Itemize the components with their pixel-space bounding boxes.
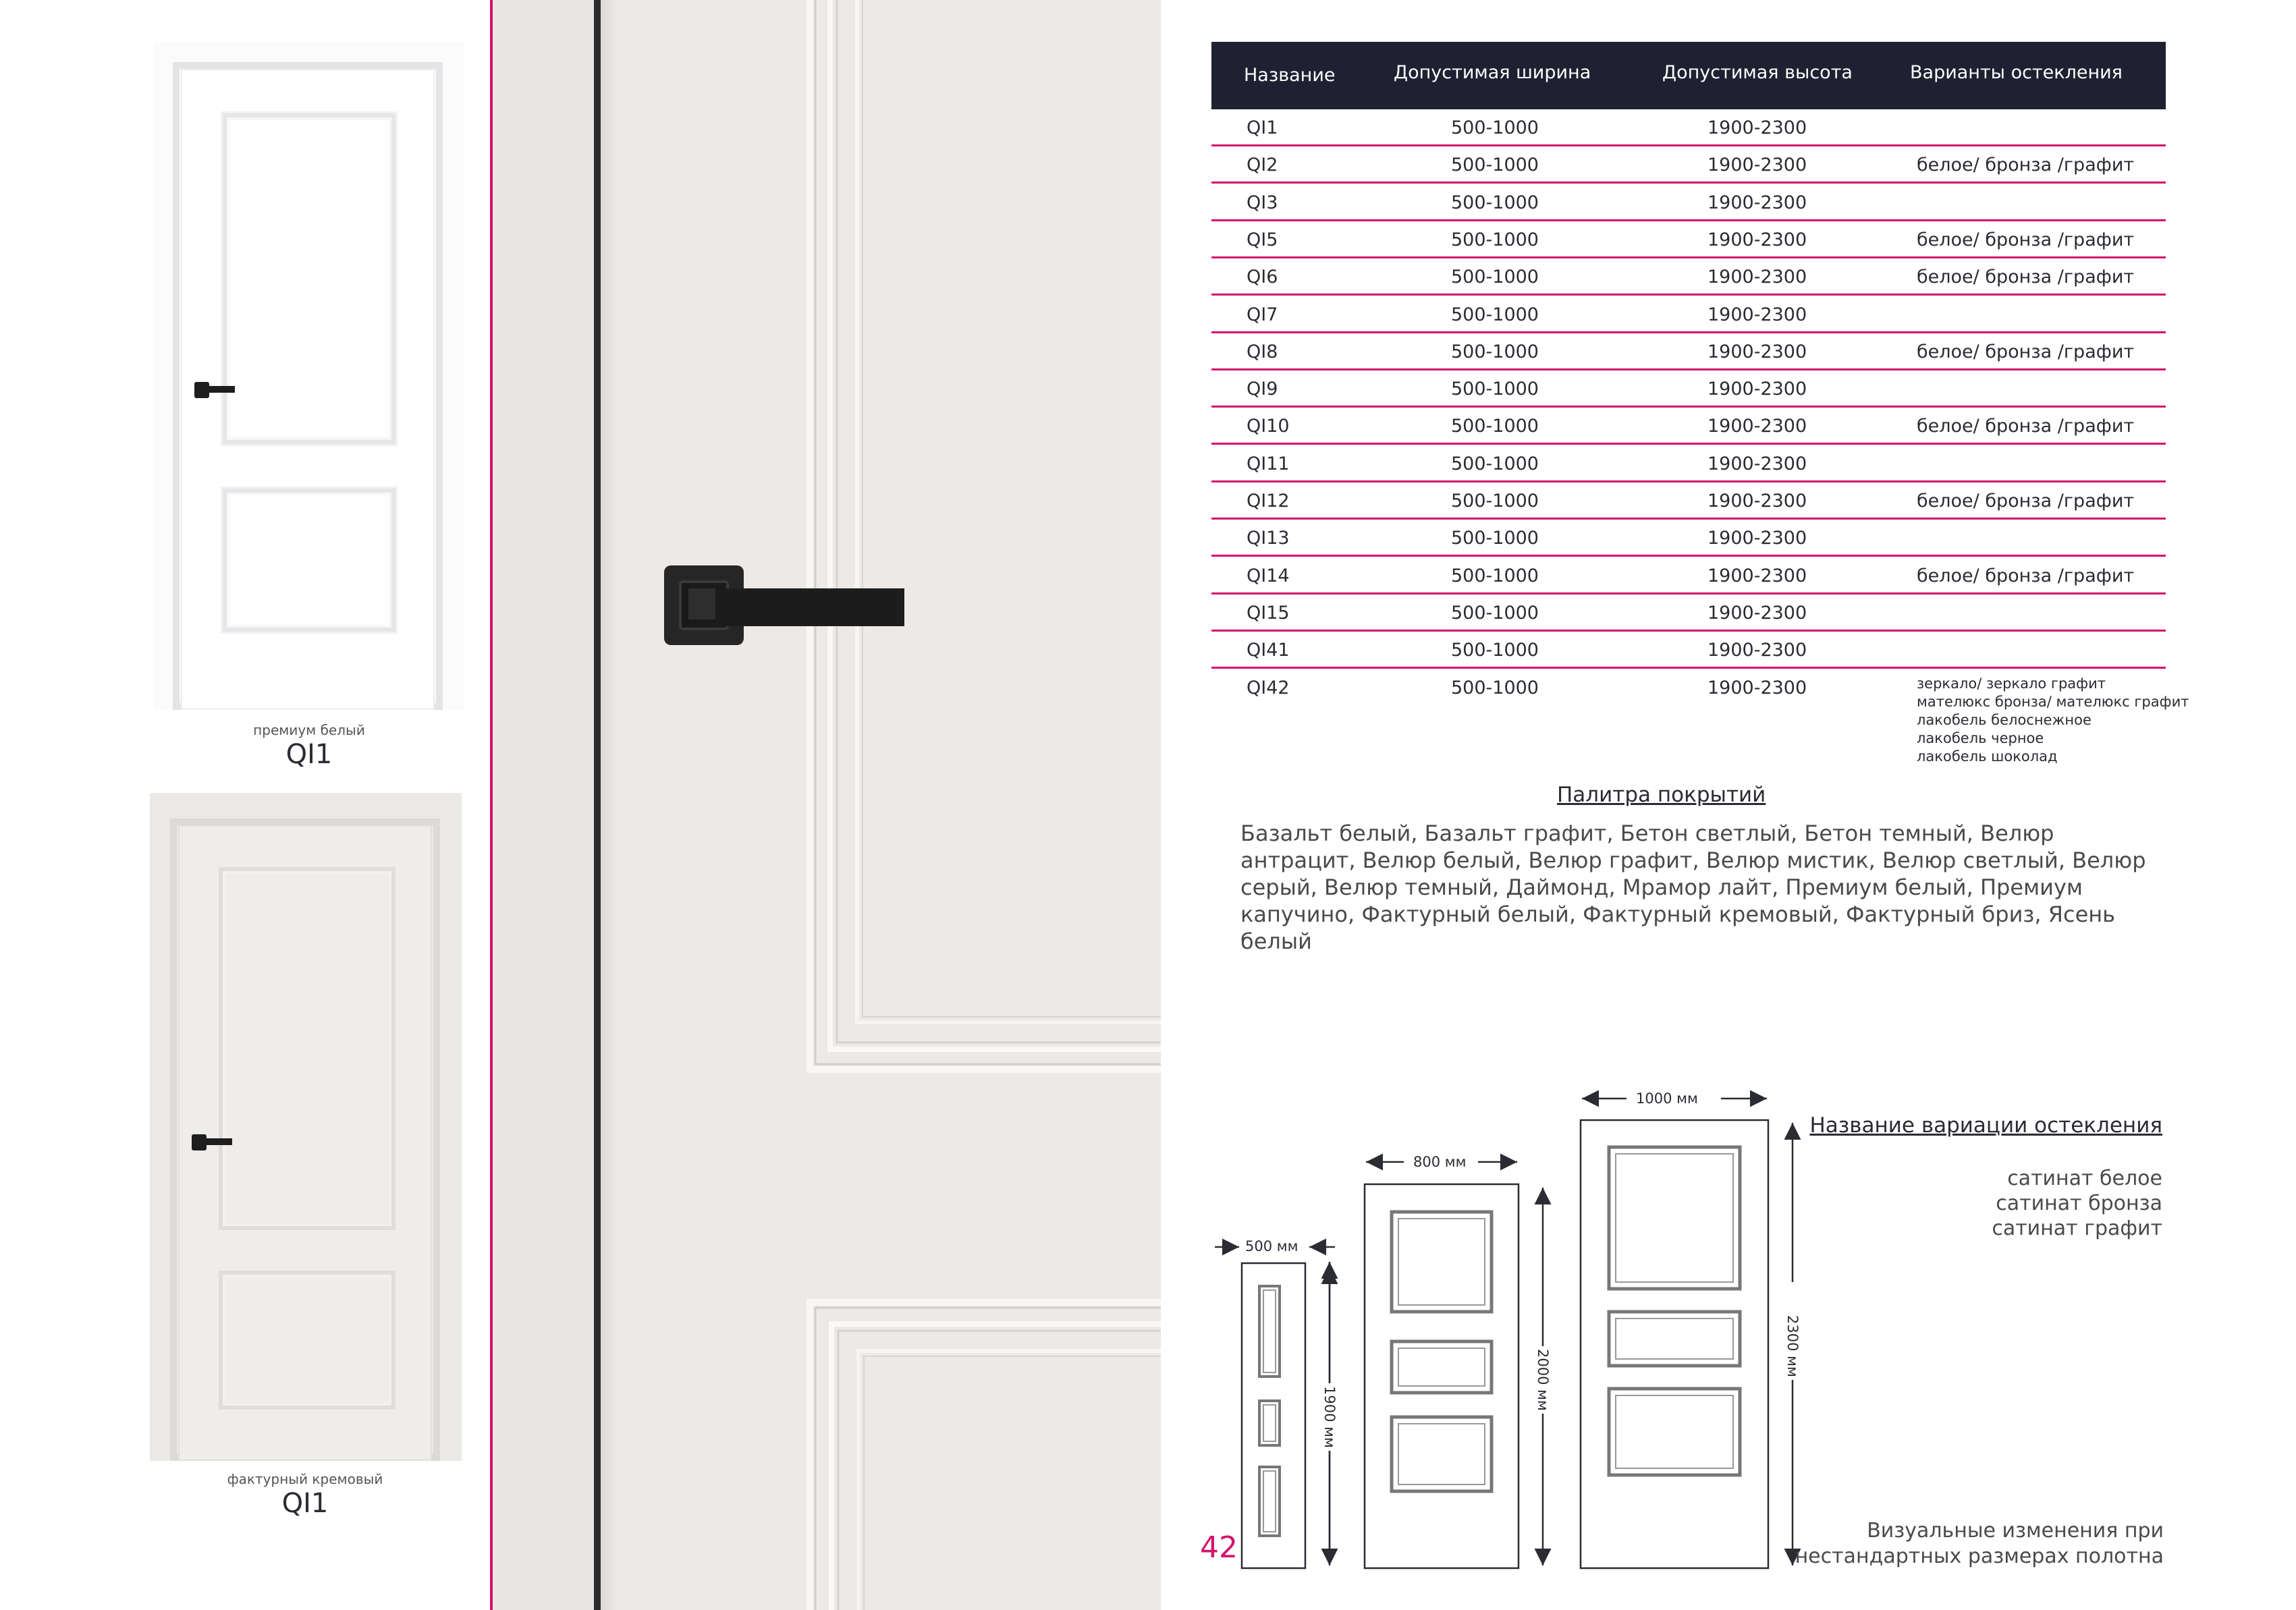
cell-glazing: белое/ бронза /графит (1917, 565, 2135, 586)
table-row (1211, 632, 2166, 669)
door-thumbnail-premium-white (154, 42, 464, 710)
glazing-variation-item: сатинат белое (2007, 1167, 2162, 1190)
cell-width: 500-1000 (1451, 304, 1539, 325)
cell-height: 1900-2300 (1707, 117, 1807, 138)
cell-glazing: белое/ бронза /графит (1917, 229, 2135, 250)
thumbnail-caption: фактурный кремовый (227, 1471, 383, 1487)
header-width: Допустимая ширина (1394, 62, 1591, 83)
cell-width: 500-1000 (1451, 341, 1539, 362)
spec-table-header (1211, 42, 2166, 109)
cell-name: QI3 (1247, 192, 1278, 213)
width-800-label: 800 мм (1411, 1154, 1469, 1170)
cell-height: 1900-2300 (1707, 491, 1807, 511)
cell-height: 1900-2300 (1707, 602, 1807, 623)
cell-name: QI5 (1247, 229, 1278, 250)
cell-height: 1900-2300 (1707, 155, 1807, 176)
glazing-variation-item: сатинат графит (1992, 1217, 2162, 1240)
cell-name: QI8 (1247, 341, 1278, 362)
cell-width: 500-1000 (1451, 565, 1539, 586)
cell-name: QI12 (1247, 491, 1290, 511)
header-glazing: Варианты остекления (1910, 62, 2123, 83)
table-row (1211, 109, 2166, 146)
table-row (1211, 557, 2166, 594)
cell-glazing: белое/ бронза /графит (1917, 416, 2135, 437)
door-leaf (181, 69, 435, 710)
cell-width: 500-1000 (1451, 602, 1539, 623)
glazing-line: зеркало/ зеркало графит (1917, 675, 2106, 692)
cell-width: 500-1000 (1451, 453, 1539, 474)
footnote-line: нестандартных размерах полотна (1795, 1545, 2164, 1568)
cell-glazing: белое/ бронза /графит (1917, 267, 2135, 288)
header-height: Допустимая высота (1662, 62, 1853, 83)
cell-width: 500-1000 (1451, 267, 1539, 288)
cell-width: 500-1000 (1451, 117, 1539, 138)
cell-height: 1900-2300 (1707, 341, 1807, 362)
glazing-variation-item: сатинат бронза (1996, 1192, 2162, 1215)
cell-name: QI6 (1247, 267, 1278, 288)
cell-width: 500-1000 (1451, 155, 1539, 176)
cell-name: QI15 (1247, 602, 1290, 623)
height-2300-label: 2300 мм (1784, 1312, 1801, 1380)
cell-glazing: белое/ бронза /графит (1917, 491, 2135, 511)
width-500-label: 500 мм (1242, 1238, 1301, 1254)
cell-width: 500-1000 (1451, 229, 1539, 250)
cell-name: QI14 (1247, 565, 1290, 586)
qi42-glazing-options (1917, 675, 2189, 766)
cell-height: 1900-2300 (1707, 565, 1807, 586)
page-number: 42 (1200, 1530, 1238, 1565)
height-2000-label: 2000 мм (1535, 1346, 1551, 1414)
table-row (1211, 370, 2166, 408)
cell-name: QI9 (1247, 379, 1278, 400)
cell-name: QI1 (1247, 117, 1278, 138)
cell-width: 500-1000 (1451, 192, 1539, 213)
header-name: Название (1244, 65, 1336, 86)
cell-height: 1900-2300 (1707, 416, 1807, 437)
cell-height: 1900-2300 (1707, 267, 1807, 288)
cell-width: 500-1000 (1451, 379, 1539, 400)
glazing-line: лакобель шоколад (1917, 748, 2058, 765)
cell-name: QI10 (1247, 416, 1290, 437)
cell-name: QI7 (1247, 304, 1278, 325)
table-row (1211, 146, 2166, 184)
cell-name: QI2 (1247, 155, 1278, 176)
glazing-line: мателюкс бронза/ мателюкс графит (1917, 694, 2189, 710)
cell-height: 1900-2300 (1707, 379, 1807, 400)
table-row (1211, 184, 2166, 221)
door-lower-panel (223, 489, 395, 632)
table-row (1211, 594, 2166, 632)
door-lower-panel (219, 1271, 395, 1410)
door-thumbnail-textured-cream (150, 793, 462, 1461)
cell-width: 500-1000 (1451, 677, 1539, 698)
palette-title: Палитра покрытий (1557, 783, 1766, 807)
cell-height: 1900-2300 (1707, 640, 1807, 661)
table-row (1211, 258, 2166, 296)
cell-height: 1900-2300 (1707, 192, 1807, 213)
footnote-line: Визуальные изменения при (1867, 1519, 2164, 1543)
height-1900-label: 1900 мм (1321, 1383, 1338, 1451)
table-row (1211, 296, 2166, 333)
cell-width: 500-1000 (1451, 640, 1539, 661)
thumbnail-caption: премиум белый (253, 722, 365, 738)
glazing-variation-list (1992, 1166, 2162, 1241)
cell-height: 1900-2300 (1707, 229, 1807, 250)
table-row (1211, 482, 2166, 520)
cell-name: QI11 (1247, 453, 1290, 474)
thumbnail-model-name: QI1 (285, 739, 333, 770)
cell-height: 1900-2300 (1707, 528, 1807, 549)
cell-name: QI41 (1247, 640, 1290, 661)
cell-glazing: белое/ бронза /графит (1917, 341, 2135, 362)
glazing-variation-title: Название вариации остекления (1809, 1113, 2162, 1138)
door-closeup-illustration (493, 0, 1161, 1610)
cell-width: 500-1000 (1451, 528, 1539, 549)
cell-height: 1900-2300 (1707, 453, 1807, 474)
cell-name: QI13 (1247, 528, 1290, 549)
table-row (1211, 221, 2166, 258)
cell-name: QI42 (1247, 677, 1290, 698)
glazing-line: лакобель черное (1917, 730, 2044, 746)
table-row (1211, 445, 2166, 482)
table-row (1211, 333, 2166, 370)
cell-height: 1900-2300 (1707, 304, 1807, 325)
door-leaf (178, 825, 432, 1461)
door-upper-panel (219, 867, 395, 1230)
door-lever (205, 386, 235, 393)
glazing-line: лакобель белоснежное (1917, 712, 2092, 728)
door-lever (202, 1138, 232, 1145)
cell-width: 500-1000 (1451, 416, 1539, 437)
door-upper-panel (223, 113, 395, 444)
thumbnail-model-name: QI1 (281, 1488, 329, 1519)
width-1000-label: 1000 мм (1633, 1090, 1701, 1107)
table-row (1211, 408, 2166, 445)
cell-height: 1900-2300 (1707, 677, 1807, 698)
cell-glazing: белое/ бронза /графит (1917, 155, 2135, 176)
palette-text: Базальт белый, Базальт графит, Бетон светлый, Бетон темный, Велюр антрацит, Велюр белый, Велюр графит, Велюр мистик, Велюр светлый, Велюр серый, Велюр темный, Даймонд, Мрамор лайт, Премиум белый, Премиум капучино, Фактурный белый, Фактурный кремовый, Фактурный бриз, Ясень белый (1240, 821, 2146, 954)
door-closeup-photo (493, 0, 1161, 1610)
table-row (1211, 520, 2166, 557)
size-footnote (1795, 1518, 2164, 1570)
cell-width: 500-1000 (1451, 491, 1539, 511)
door-size-diagrams (1201, 1080, 1809, 1579)
